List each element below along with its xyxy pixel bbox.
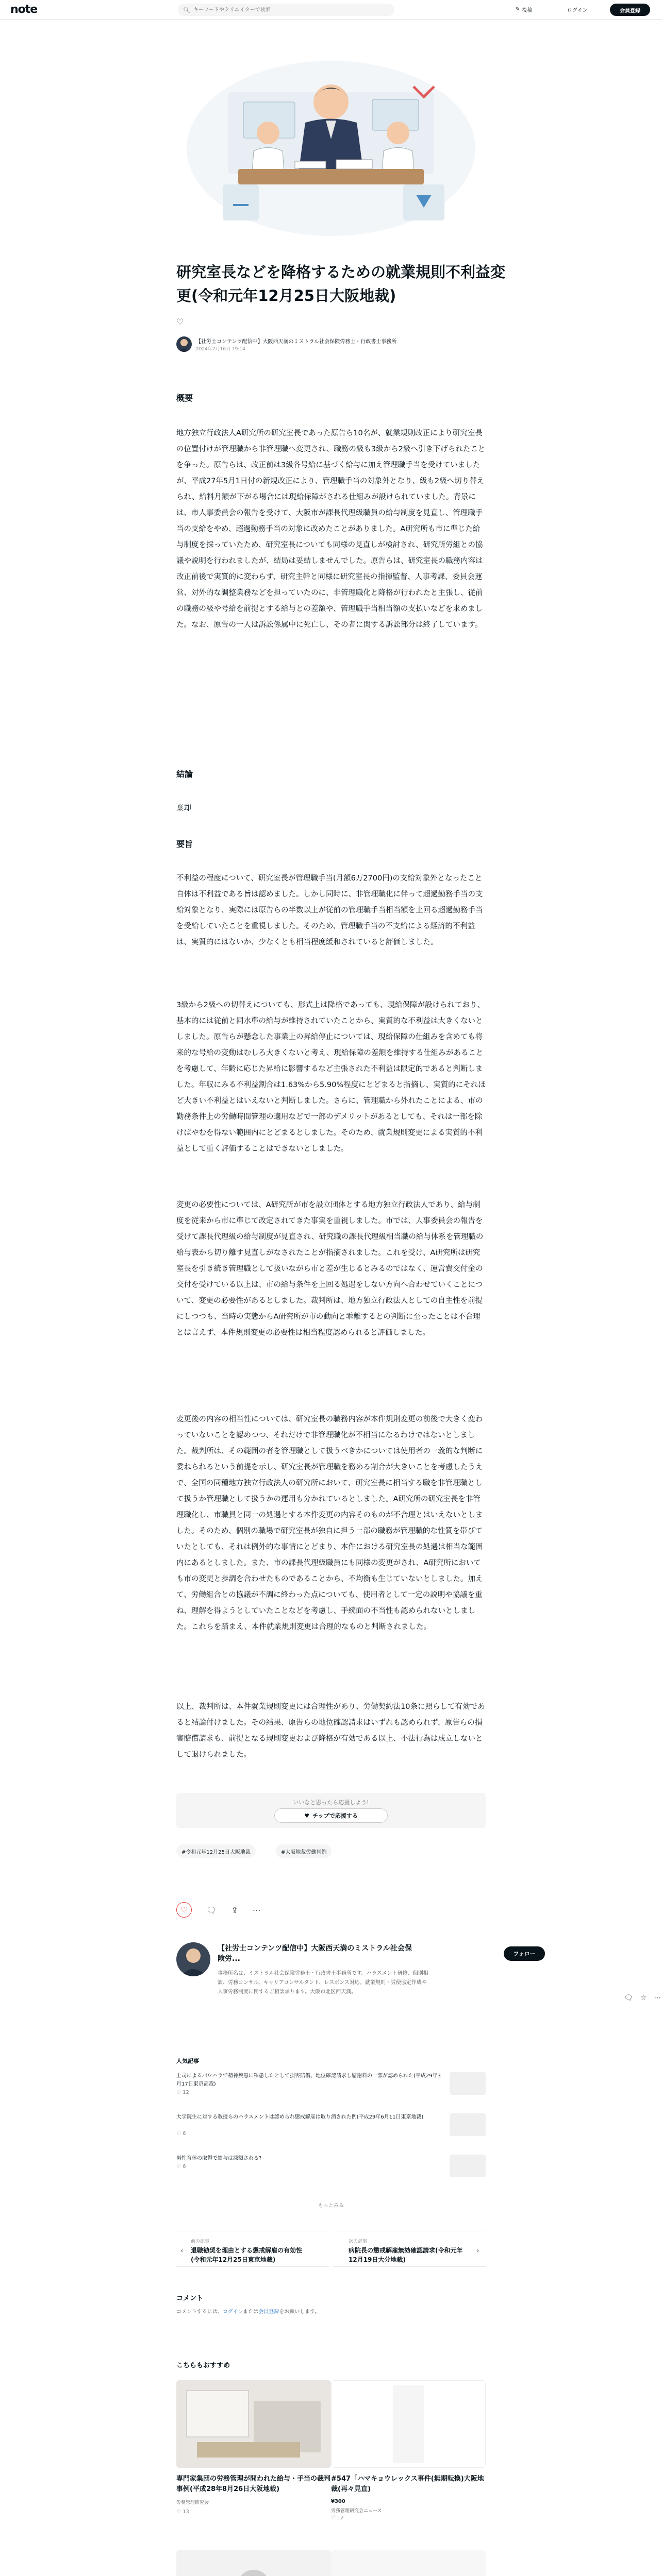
popular-item-title: 男性育休の取得で給与は減額される? [176, 2156, 262, 2161]
card-likes: ♡ 13 [176, 2509, 189, 2515]
comments-note: コメントするには、ログインまたは会員登録をお願いします。 [176, 2309, 320, 2315]
card-title: 専門家集団の労務管理が問われた給与・手当の裁判事例(平成28年8月26日大阪地裁) [176, 2475, 331, 2493]
action-row [176, 1902, 261, 1918]
next-title: 病院長の懲戒解雇無効確認請求(令和元年12月19日大分地裁) [349, 2247, 463, 2263]
section-heading-conclusion: 結論 [176, 769, 193, 779]
login-link[interactable]: ログイン [567, 8, 588, 13]
more-icon[interactable]: ⋯ [654, 1994, 661, 2002]
bookmark-icon[interactable]: ☆ [640, 1994, 647, 2002]
section-paragraph: 棄却 [176, 804, 191, 812]
popular-item-likes: ♡ 6 [176, 2131, 186, 2137]
chevron-right-icon: › [476, 2247, 479, 2255]
comment-icon[interactable]: 🗨︎ [624, 1994, 633, 2002]
site-header [0, 0, 662, 20]
popular-item-thumbnail [450, 2072, 486, 2095]
card-likes: ♡ 12 [331, 2515, 344, 2521]
popular-item-thumbnail [450, 2113, 486, 2136]
popular-item[interactable] [176, 2113, 486, 2144]
note-logo[interactable]: note [10, 3, 38, 16]
card-thumbnail [331, 2550, 486, 2576]
popular-item-thumbnail [450, 2155, 486, 2177]
next-article[interactable] [333, 2231, 486, 2267]
author-name[interactable]: 【社労士コンテンツ配信中】大阪西天満のミストラル社会保険労務士・行政書士事務所 [196, 339, 397, 345]
section-heading-gist: 要旨 [176, 839, 193, 849]
prev-label: 前の記事 [191, 2239, 210, 2244]
like-button[interactable]: ♡ [176, 1902, 192, 1918]
signup-button[interactable]: 会員登録 [610, 4, 650, 16]
popular-item-title: 大学院生に対する教授らのハラスメントは認められ懲戒解雇は取り消された例(平成29年6月11日東京地裁) [176, 2114, 424, 2120]
card-title: #547「ハマキョウレックス事件(無期転換)大阪地裁(再々見直) [331, 2475, 484, 2493]
card-thumbnail [331, 2380, 486, 2468]
popular-heading: 人気記事 [176, 2058, 199, 2064]
popular-item-likes: ♡ 12 [176, 2090, 189, 2095]
article-tools [624, 1994, 661, 2002]
article-title: 研究室長などを降格するための就業規則不利益変更(令和元年12月25日大阪地裁) [176, 263, 506, 304]
prev-title: 退職勧奨を理由とする懲戒解雇の有効性(令和元年12月25日東京地裁) [191, 2247, 303, 2263]
hero-image [176, 30, 486, 236]
creator-name[interactable]: 【社労士コンテンツ配信中】大阪西天満のミストラル社会保険労... [218, 1944, 412, 1963]
popular-item[interactable] [176, 2072, 486, 2103]
card-author[interactable]: 労務管理研究会ニュース [331, 2509, 382, 2514]
author-avatar[interactable] [176, 336, 192, 352]
comments-heading: コメント [176, 2295, 204, 2302]
next-label: 次の記事 [349, 2239, 368, 2244]
recommendations-heading: こちらもおすすめ [176, 2362, 230, 2369]
publish-date: 2024年7月16日 19:14 [196, 347, 245, 352]
hashtag[interactable]: #令和元年12月25日大阪地裁 [176, 1844, 256, 1858]
like-icon[interactable]: ♡ [176, 317, 184, 327]
tip-icon: ♥ [304, 1812, 309, 1819]
section-paragraph: 3級から2級への切替えについても、形式上は降格であっても、現給保障が設けられており、基本的には従前と同水準の給与が維持されていたことから、実質的な不利益は大きくないとしました。原告らが懸念した事業上の昇給停止については、現給保障の仕組みを含めても将来的な号給の変動はむしろ大きくないと考え、現給保障の差額を維持する仕組みがあることを考慮して、年齢に応じた昇給に影響するなど主張された不利益は限定的であると判断しました。年収にみる不利益割合は1.63%から5.90%程度にとどまると指摘し、実質的にそれほど大きい不利益とはいえないと判断しました。さらに、管理職から外れたことによる、市の勤務条件上の労働時間管理の適用などで一部のデメリットがあるとしても、それは一部を除けばやむを得ない範囲内にとどまるとしました。そのため、就業規則変更による実質的不利益として重く評価することはできないとしました。 [176, 1001, 486, 1153]
creator-card [176, 1942, 536, 2025]
more-link[interactable]: もっとみる [318, 2203, 344, 2209]
follow-button[interactable]: フォロー [504, 1946, 545, 1961]
chevron-left-icon: ‹ [180, 2247, 184, 2255]
signup-link[interactable]: 会員登録 [258, 2309, 279, 2315]
share-icon[interactable]: ⇪ [231, 1905, 238, 1915]
support-text: いいなと思ったら応援しよう! [293, 1799, 369, 1806]
section-paragraph: 変更の必要性については、A研究所が市を設立団体とする地方独立行政法人であり、給与制度を従来から市に準じて改定されてきた事実を重視しました。市では、人事委員会の報告を受けて課長代理級の給与制度が見直され、研究職の課長代理級相当職の給与体系を管理職の給与表から切り離す見直しがなされたことが指摘されました。これを受け、A研究所は研究室長を引き続き管理職として扱いながら市と差が生じるとみるのではなく、運営費交付金の交付を受けている以上は、市の給与条件を上回る処遇をしない方向へ合わせていくことについて、変更の必要性があるとしました。裁判所は、地方独立行政法人としての自主性を前提にしつつも、当時の実態からA研究所が市の動向と乖離するとの判断に至ったことは不合理とは言えず、本件規則変更の必要性は相当程度認められると評価しました。 [176, 1201, 484, 1337]
creator-avatar[interactable] [176, 1942, 210, 1976]
card-thumbnail [176, 2550, 331, 2576]
login-link[interactable]: ログイン [222, 2309, 243, 2315]
tip-button[interactable] [274, 1808, 388, 1823]
popular-item-title: 上司によるパワハラで精神疾患に罹患したとして損害賠償、地位確認請求し慰謝料の一部が認められた(平成29年3月17日東京高裁) [176, 2073, 441, 2087]
section-paragraph: 以上、裁判所は、本件就業規則変更には合理性があり、労働契約法10条に照らして有効であると結論付けました。その結果、原告らの地位確認請求はいずれも認められず、原告らの損害賠償請求も、前提となる規則変更および降格が有効である以上、不法行為は成立しないとして退けられました。 [176, 1703, 485, 1759]
section-paragraph: 変更後の内容の相当性については、研究室長の職務内容が本件規則変更の前後で大きく変わっていないことを認めつつ、それだけで非管理職化が不相当になるわけではないとしました。裁判所は、その範囲の者を管理職として扱うべきかについては使用者の一義的な判断に委ねられるという前提を示し、研究室長が管理職を務める割合が大きいことを考慮したうえで、全国の同種地方独立行政法人の研究所において、研究室長に相当する職を非管理職として扱うか管理職として扱うかの運用も分かれているとしました。A研究所の研究室長を非管理職化し、市職員と同一の処遇とする本件変更の内容そのものが不合理とはいえないとしました。そのため、個別の職場で研究室長が独自に担う一部の職務が管理職的な性質を帯びていたとしても、それは例外的な事情にとどまり、本件における研究室長の処遇は相当な範囲内にあるとしました。また、市の課長代理級職員にも同様の変更がされ、A研究所においても市の変更と歩調を合わせたものであることから、不均衡も生じていないとしました。加えて、労働組合との協議が不調に終わった点についても、使用者として一定の説明や協議を重ね、理解を得ようとしていたことなどを考慮し、手続面の不当性も認められないとしました。これらを踏まえ、本件就業規則変更は合理的なものと判断されました。 [176, 1415, 483, 1631]
tip-button-label: チップで応援する [312, 1812, 358, 1819]
popular-item[interactable] [176, 2155, 486, 2185]
card-price: ¥300 [331, 2499, 345, 2504]
section-paragraph: 不利益の程度について、研究室長が管理職手当(月額6万2700円)の支給対象外となったこと自体は不利益である旨は認めました。しかし同時に、非管理職化に伴って超過勤務手当の支給対象となり、実際には原告らの半数以上が従前の管理職手当相当額を上回る超過勤務手当を受給していたことを重視しました。そのため、管理職手当の不支給による経済的不利益は、実質的にはないか、少なくとも相当程度緩和されていると評価しました。 [176, 874, 483, 946]
popular-item-likes: ♡ 6 [176, 2164, 186, 2170]
search-input[interactable] [193, 7, 389, 13]
support-box [176, 1793, 486, 1828]
search-box[interactable] [178, 4, 394, 16]
prev-article[interactable] [176, 2231, 329, 2267]
post-button[interactable] [516, 6, 532, 13]
hashtag[interactable]: #大阪地裁労働判例 [276, 1844, 332, 1858]
card-thumbnail [176, 2380, 331, 2468]
more-icon[interactable]: ⋯ [252, 1905, 261, 1915]
section-paragraph: 地方独立行政法人A研究所の研究室長であった原告ら10名が、就業規則改正により研究室長の位置付けが管理職から非管理職へ変更され、職務の級も3級から2級へ引き下げられたことを争った。原告らは、改正前は3級各号給に基づく給与に加え管理職手当を受けていましたが、平成27年5月1日付の新規改正により、管理職手当の対象外となり、級も2級へ切り替えられ、給料月額が下がる場合には現給保障がされる仕組みが設けられていました。背景には、市人事委員会の報告を受けて、大阪市が課長代理級職員の給与制度を見直し、管理職手当の支給をやめ、超過勤務手当の対象に改めたことがありました。A研究所も市に準じた給与制度を採っていたため、研究室長についても同様の見直しが検討され、研究所労組との協議や説明を行われましたが、結局は妥結しませんでした。原告らは、研究室長の職務内容は改正前後で実質的に変わらず、研究主幹と同様に研究室長の指揮監督、人事考課、委員会運営、対外的な調整業務などを担っていたのに、非管理職化と降格が行われたと主張し、従前の職務の級や号給を前提とする給与との差額や、管理職手当相当額の支払いなどを求めました。なお、原告の一人は訴訟係属中に死亡し、その者に関する訴訟部分は終了しています。 [176, 429, 486, 629]
creator-description: 事務所名は、ミストラル社会保険労務士・行政書士事務所です。ハラスメント研修、個別相談、労務コンサル、キャリアコンサルタント、レスポンス対応。就業規則・労使協定作成や人事労務制度に関するご相談承ります。大阪市北区西天満。 [218, 1971, 428, 1995]
search-icon: 🔍︎ [183, 6, 190, 13]
card-author[interactable]: 労務管理研究会 [176, 2500, 209, 2505]
pencil-icon: ✎ [516, 7, 520, 12]
section-heading-summary: 概要 [176, 393, 193, 403]
comment-icon[interactable]: 🗨︎ [206, 1905, 217, 1915]
post-label: 投稿 [522, 8, 533, 13]
